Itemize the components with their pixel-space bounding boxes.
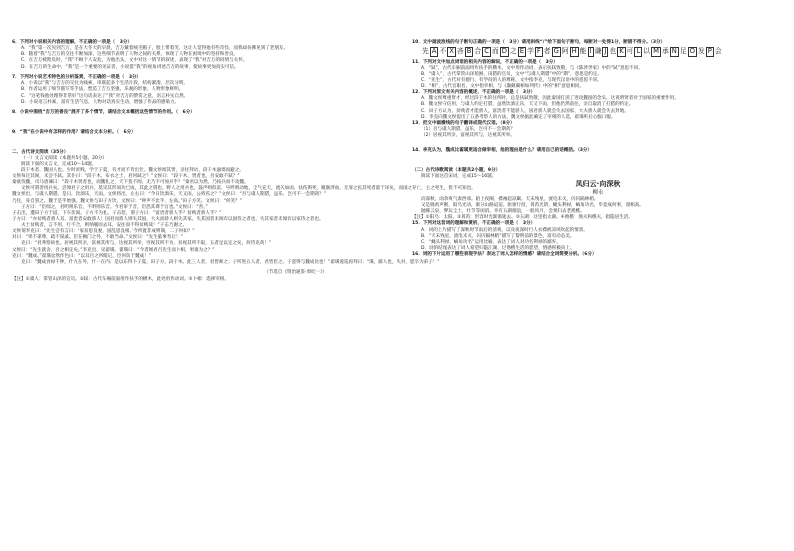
q13-item-2: （2）居视其所亲，富视其所与，达视其所举。 <box>421 133 515 139</box>
q11-stem: 11．下列对文中加点词语的相关内容的解说，不正确的一项是（ 3分） <box>412 59 558 65</box>
q7-option-d: D．小说语言朴素，富有生活气息，人物对话真实生动，增强了作品的感染力。 <box>21 99 180 105</box>
section-2b-intro: 阅读下面这首宋词，完成15～16题。 <box>421 173 497 179</box>
q6-option-d: D．在吉万的生命中，“我”是一个重要的见证者，小说借“我”的视角讲述吉万的故事，使故事更加真实可信。 <box>21 64 239 70</box>
sentence-char: 足 <box>679 47 687 56</box>
sentence-char: 发 <box>697 47 705 56</box>
sentence-char: 谦 <box>594 47 602 56</box>
right-column <box>412 40 784 258</box>
q13-stem: 13．把文中画横线的句子翻译成现代汉语。（8分） <box>412 120 515 126</box>
section-2b-heading: （二）古代诗歌阅读（本题共2小题，9分） <box>412 167 501 173</box>
break-slot-box: J <box>604 47 607 56</box>
passage-line: 段干木者，魏国人也。少时贫贱，学于子夏，有才而不肯出仕。魏文侯闻其贤，亲往拜访，段干木逾墙而避之。 <box>21 167 244 173</box>
q16-stem: 16．词的下片运用了哪些表现手法？表达了词人怎样的情感？请结合全词简要分析。（6分） <box>412 252 597 258</box>
break-slot-box: I <box>589 47 592 56</box>
break-slot-box: H <box>571 47 577 56</box>
break-slot-box: F <box>536 47 541 56</box>
passage-line: 子方曰：“臣闻之，君明则乐官，不明则乐音。今君审于音，臣恐其聋于官也。”文侯曰：“善。” <box>21 204 208 210</box>
q12-option-a: A．魏文侯尊重贤才，经过段干木的住所时，总是扶轼致敬，因此秦国打消了进攻魏国的念头，这说明贤者对于国家的重要作用。 <box>421 96 679 102</box>
sentence-char: 承 <box>661 47 669 56</box>
q13-item-1: （1）吾与虞人期猎，虽乐，岂可不一会期哉？ <box>421 126 515 132</box>
break-slot-box: O <box>689 47 695 56</box>
passage-line: 魏文侯出，与虞人期猎。是日，饮酒乐，天雨。文侯将出，左右曰：“今日饮酒乐，天又雨，公将焉之？”文侯曰：“吾与虞人期猎，虽乐，岂可不一会期哉？” <box>12 192 327 198</box>
passage-line: 文侯谓李克曰：“先生尝有言曰：‘家贫思良妻，国乱思良相。’今所置非成则璜，二子何如？” <box>12 229 195 235</box>
q9-stem: 9．“我”在小说中有怎样的作用？请结合文本分析。（ 6分） <box>12 129 136 135</box>
passage-source: （节选自《资治通鉴·周纪一》） <box>264 270 327 276</box>
sentence-char: 而 <box>491 47 499 56</box>
q7-option-a: A．小说以“我”与吉万的交往为线索，串联起多个生活片段，结构紧凑，层次分明。 <box>21 81 188 87</box>
break-slot-box: Ⅹ <box>449 47 454 56</box>
q12-option-d: D．李克向魏文侯提出了五条考察人的方法，魏文侯据此确定了宰相的人选，翟璜听后心服口服。 <box>421 114 616 120</box>
q6-stem: 6．下列对小说相关内容的理解，不正确的一项是（ 3分） <box>12 40 132 45</box>
q12-option-b: B．魏文侯守信用，与虞人约定打猎，虽然饮酒正乐，天又下雨，但他仍然前往，亲自取消了打猎的约定。 <box>421 102 634 108</box>
q15-option-b: B．“天末残星，流电未灭，闪闪隔林梢”描写了黎明前的景色，富有动态美。 <box>421 233 575 239</box>
q10-sentence-boxes <box>412 47 784 56</box>
sentence-char: 合 <box>474 47 482 56</box>
q11-option-a: A．“轼”，古代车厢前面用作扶手的横木，文中用作动词，表示扶轼致敬，与《陈涉世家》中的“轼”意思不同。 <box>421 65 643 71</box>
q15-option-d: D．词的结尾表达了词人希望归隐江湖、过渔樵生活的愿望，情感积极向上。 <box>421 245 575 251</box>
section-2a-heading: （一）文言文阅读（本题共5小题，20分） <box>21 155 107 161</box>
passage-line: 子击出，遭田子方于道，下车伏谒。子方不为礼。子击怒，谓子方曰：“富贵者骄人乎？贫贱者骄人乎？” <box>12 210 222 216</box>
poem-line: 又是晓鸡声断，阳乌光动，渐分山路迢迢。驱驱行役，苒苒光阴，蝇头利禄，蜗角功名，毕竟成何事，漫相高。 <box>421 203 644 209</box>
poem-author: 柳永 <box>592 189 604 196</box>
q12-stem: 12．下列对原文有关内容的概述，不正确的一项是（ 3分） <box>412 90 536 96</box>
break-slot-box: G <box>553 47 559 56</box>
passage-line: 文侯曰：“先生就舍，吾之相定矣。”李克出，见翟璜。翟璜曰：“今者闻君召先生而卜相，果谁为之？” <box>12 247 215 253</box>
break-slot-box: P <box>707 47 712 56</box>
q7-option-c: C．“这笔钱他处理得非常好”这句话表达了“我”对吉万的赞赏之意，语言朴实自然。 <box>21 93 189 99</box>
break-slot-box: M <box>653 47 659 56</box>
passage-line: 克曰：“魏成。”翟璜忿然作色曰：“以耳目之所睹记，臣何负于魏成！” <box>12 253 152 259</box>
sentence-char: 可 <box>626 47 634 56</box>
sentence-char: 能 <box>579 47 587 56</box>
break-slot-box: K <box>619 47 624 56</box>
passage-line: 子方曰：“亦贫贱者骄人耳，富贵者安敢骄人！国君而骄人则失其国，大夫而骄人则失其家。失其国者未闻有以国待之者也，失其家者未闻有以家待之者也。 <box>12 216 324 222</box>
sentence-char: 会 <box>714 47 722 56</box>
passage-line: 文侯每过其闾，未尝不轼。其仆曰：“段干木，布衣之士，君何轼之？”文侯曰：“段干木，贤者也，吾安敢不轼？” <box>12 174 240 179</box>
section-2-heading: 二、古代诗文阅读（35分） <box>12 149 69 155</box>
q10-stem: 10．文中画波浪线的句子断句正确的一项是（ 3分）请用斜线“/”给下面句子断句，每断对一处得1分，断错不得分。（3分） <box>412 40 666 45</box>
passage-line: 夫士贫贱者，言不用，行不合，则纳履而去耳，安往而不得贫贱哉！”子击乃谢之。 <box>21 223 188 228</box>
sentence-char: 先 <box>422 47 429 56</box>
break-slot-box: A <box>431 47 437 56</box>
break-slot-box: B <box>466 47 472 56</box>
q7-stem: 7．下列对小说艺术特色的分析鉴赏，不正确的一项是（ 3分） <box>12 75 142 81</box>
q11-option-d: D．“相”，古代官职名，文中指宰相，与《廉颇蔺相如列传》中的“相”意思相同。 <box>421 84 584 90</box>
sentence-char: 以 <box>643 47 651 56</box>
q15-stem: 15．下列对这首词的理解和赏析，不正确的一项是（ 3分） <box>412 221 536 227</box>
poem-notes: 【注】①阳乌：太阳。②苒苒：形容时光渐渐逝去。③五湖：这里指太湖。④渔樵：渔夫和樵夫，指隐居生活。 <box>412 215 633 221</box>
sentence-char: 学 <box>527 47 534 56</box>
sentence-char: 阿 <box>561 47 569 56</box>
passage-line: 克曰：“君弗察故也。居视其所亲，富视其所与，达视其所举，穷视其所不为，贫视其所不取，五者足以定之矣，何待克哉！” <box>21 241 272 247</box>
sentence-char: 吝 <box>456 47 464 56</box>
passage-line: 秦欲伐魏，司马唐谏曰：“段干木贤者也，而魏礼之，天下莫不闻，无乃不可加兵乎？”秦君以为然，乃按兵而不攻魏。 <box>12 180 249 186</box>
passage-line: 乃往，身自罢之。魏于是乎始强。魏文侯与田子方饮，文侯曰：“钟声不比乎，左高。”田子方笑。文侯曰：“何笑？” <box>12 198 242 204</box>
q12-option-c: C．田子方认为，贫贱者才能骄人，富贵者不能骄人，国君骄人就会失去国家，大夫骄人就会失去封地。 <box>421 108 629 114</box>
q11-option-c: C．“先生”，古代对有德行、有学问的人的尊称，文中指李克，与现代汉语中的意思不同。 <box>421 77 602 83</box>
q8-stem: 8．小说中围绕“吉万的善良”展开了多个情节，请结合文本概括这些情节的作用。（ 6分） <box>12 110 195 116</box>
sentence-char: 不 <box>439 47 447 56</box>
section-2a-intro: 阅读下面的文言文，完成10～14题。 <box>21 161 97 167</box>
passage-line: 文侯可谓善用兵矣。尝闻君子之用兵，莫见其形而功已成，其此之谓也。野人之用兵也，鼓声则似雷，号呼则动地，尘气充天，流矢如雨，扶伤舆死，履肠涉血，无罪之民其死者量于泽矣，而国之存亡，主之死生，犹不可知也。 <box>21 186 476 192</box>
passage-line: 克曰：“魏成食禄千钟，什九在外，什一在内；是以东得卜子夏、田子方、段干木。此三人者，君皆师之；子所进五人者，君皆臣之。子恶得与魏成比也！”翟璜逡巡再拜曰：“璜，鄙人也，失对，愿卒为弟子！” <box>21 259 440 265</box>
break-slot-box: D <box>501 47 507 56</box>
passage-notes: 【注】①虞人：掌管山泽的官员。②轼：古代车厢前面用作扶手的横木，此处用作动词。③卜相：选择宰相。 <box>12 276 229 282</box>
q11-option-b: B．“虞人”，古代掌管山泽苑囿、田猎的官员，文中“与虞人期猎”中的“期”，意思是约定。 <box>421 71 602 77</box>
sentence-char: 者 <box>543 47 551 56</box>
sentence-char: 也 <box>609 47 617 56</box>
break-slot-box: N <box>671 47 677 56</box>
break-slot-box: E <box>519 47 525 56</box>
q15-option-a: A．词的上片描写了深秋时节雨后的清爽，以及夜深时行人衣襟被凉风吹起的情景。 <box>421 227 588 233</box>
sentence-char: 之 <box>509 47 517 56</box>
break-slot-box: L <box>636 47 641 56</box>
q6-option-c: C．在吉万被欺负时，“我”不顾个人安危，为他出头，文中对这一情节的叙述，表现了“我”对吉万的同情与关怀。 <box>21 58 248 64</box>
q6-option-a: A．“我”第一次见到吉万，是在大冬天的早晨，吉万戴着绒毛帽子，脸上带着笑，这让人觉得他有些奇怪，而我却仿佛见到了老朋友。 <box>21 46 288 52</box>
q15-option-c: C．“蝇头利禄，蜗角功名”运用比喻，表达了词人对功名利禄的鄙弃。 <box>421 239 561 245</box>
break-slot-box: C <box>484 47 489 56</box>
poem-title: 凤归云·向深秋 <box>575 180 621 189</box>
passage-line: 对曰：“卑不谋尊，疏不谋戚。臣在阙门之外，不敢当命。”文侯曰：“先生临事勿让！” <box>12 235 183 241</box>
q7-option-b: B．作者运用了细节描写等手法，塑造了吉万坚强、乐观的形象，人物形象鲜明。 <box>21 87 184 93</box>
q6-option-b: B．随着“我”与吉万的交往不断加深，这些细节表明了人物之间的关系，体现了人物在困境中的坚持和善良。 <box>21 52 238 58</box>
poem-line: 向深秋，雨余爽气肃西郊。陌上夜阑，襟袖起凉飙。天末残星，流电未灭，闪闪隔林梢。 <box>421 196 599 202</box>
q14-stem: 14．李克认为，魏成比翟璜更适合做宰相，他的理由是什么？请用自己的话概括。（3分） <box>412 148 592 154</box>
poem-line: 抛掷云泉，狎玩尘土，壮节等闲消。幸有五湖烟浪，一船风月，会须归去老渔樵。 <box>421 209 585 215</box>
